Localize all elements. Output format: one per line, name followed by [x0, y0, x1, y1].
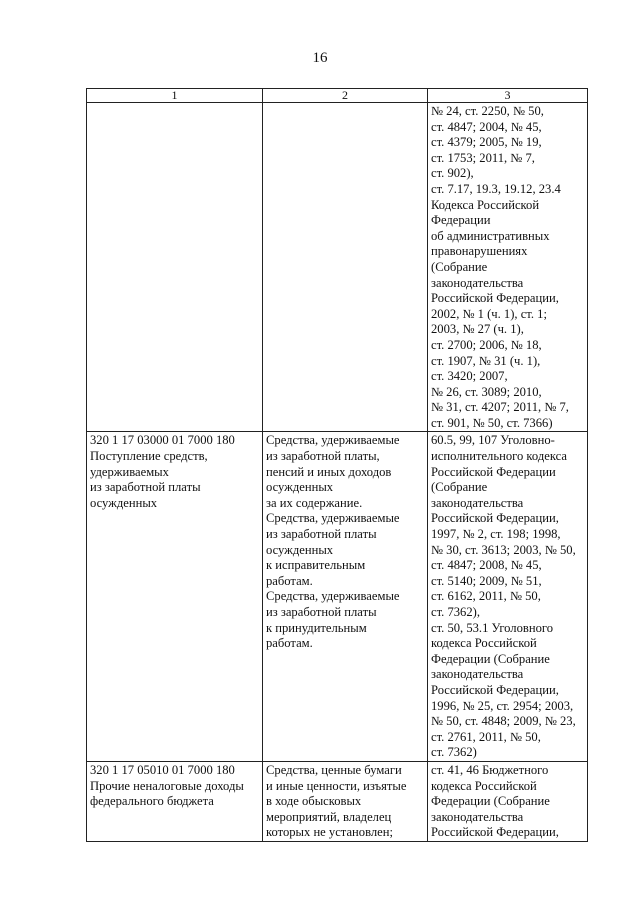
cell-text-line: пенсий и иных доходов	[266, 464, 392, 479]
cell-text-line: Прочие неналоговые доходы	[90, 778, 244, 793]
description-cell	[263, 761, 428, 841]
cell-text-line: ст. 3420; 2007,	[431, 369, 508, 384]
cell-text-line: № 26, ст. 3089; 2010,	[431, 384, 542, 399]
cell-text-line: ст. 902),	[431, 166, 474, 181]
cell-text-line: законодательства	[431, 495, 524, 510]
cell-text-line: осужденных	[266, 480, 334, 495]
code-cell	[87, 432, 263, 761]
cell-text-line: законодательства	[431, 809, 524, 824]
cell-text-line: 2003, № 27 (ч. 1),	[431, 322, 524, 337]
cell-text-line: ст. 41, 46 Бюджетного	[431, 762, 549, 777]
cell-text-line: № 24, ст. 2250, № 50,	[431, 104, 544, 118]
cell-text-line: Российской Федерации,	[431, 291, 559, 306]
cell-text-line: № 30, ст. 3613; 2003, № 50,	[431, 542, 576, 557]
legal-basis-cell	[428, 432, 588, 761]
cell-text-line: федерального бюджета	[90, 794, 214, 809]
cell-text-line: ст. 4847; 2004, № 45,	[431, 119, 542, 134]
cell-text-line: (Собрание	[431, 480, 488, 495]
cell-text-line: Российской Федерации,	[431, 825, 559, 840]
cell-text-line: Средства, ценные бумаги	[266, 762, 402, 777]
cell-text-line: об административных	[431, 228, 550, 243]
cell-text-line: ст. 2700; 2006, № 18,	[431, 337, 542, 352]
cell-text-line: Средства, удерживаемые	[266, 433, 400, 448]
cell-text-line: Средства, удерживаемые	[266, 511, 400, 526]
cell-text-line: Федерации (Собрание	[431, 651, 550, 666]
cell-text-line: Федерации	[431, 213, 491, 228]
description-cell	[263, 432, 428, 761]
column-header-1: 1	[87, 89, 263, 103]
page-number: 16	[312, 50, 328, 66]
cell-text-line: к исправительным	[266, 558, 366, 573]
cell-text-line: (Собрание	[431, 259, 488, 274]
cell-text-line: ст. 7362),	[431, 605, 480, 619]
cell-text-line: Российской Федерации	[431, 464, 556, 479]
cell-text-line: работам.	[266, 573, 313, 588]
description-cell	[263, 103, 428, 432]
cell-text-line: осужденных	[266, 542, 334, 557]
cell-text-line: удерживаемых	[90, 464, 169, 479]
table-row	[87, 432, 588, 761]
budget-code-table	[86, 88, 588, 842]
legal-basis-cell	[428, 761, 588, 841]
cell-text-line: ст. 7362)	[431, 745, 477, 760]
cell-text-line: работам.	[266, 636, 313, 651]
cell-text-line: мероприятий, владелец	[266, 809, 392, 824]
cell-text-line: 60.5, 99, 107 Уголовно-	[431, 433, 555, 448]
cell-text-line: 1996, № 25, ст. 2954; 2003,	[431, 698, 574, 713]
cell-text-line: исполнительного кодекса	[431, 449, 567, 464]
cell-text-line: ст. 50, 53.1 Уголовного	[431, 620, 554, 635]
cell-text-line: кодекса Российской	[431, 778, 537, 793]
cell-text-line: кодекса Российской	[431, 636, 537, 651]
cell-text-line: 320 1 17 03000 01 7000 180	[90, 433, 235, 448]
cell-text-line: № 50, ст. 4848; 2009, № 23,	[431, 714, 576, 729]
cell-text-line: из заработной платы	[90, 480, 201, 495]
cell-text-line: Российской Федерации,	[431, 511, 559, 526]
code-cell	[87, 761, 263, 841]
cell-text-line: Российской Федерации,	[431, 682, 559, 697]
code-cell	[87, 103, 263, 432]
cell-text-line: Поступление средств,	[90, 449, 208, 464]
legal-basis-cell	[428, 103, 588, 432]
cell-text-line: которых не установлен;	[266, 825, 393, 840]
table-header-row	[87, 89, 588, 103]
cell-text-line: из заработной платы,	[266, 449, 380, 464]
cell-text-line: ст. 5140; 2009, № 51,	[431, 573, 542, 588]
cell-text-line: осужденных	[90, 495, 158, 510]
cell-text-line: ст. 4379; 2005, № 19,	[431, 135, 542, 150]
cell-text-line: правонарушениях	[431, 244, 528, 259]
cell-text-line: к принудительным	[266, 620, 367, 635]
cell-text-line: законодательства	[431, 275, 524, 290]
cell-text-line: Федерации (Собрание	[431, 794, 550, 809]
cell-text-line: из заработной платы	[266, 527, 377, 542]
column-header-2: 2	[263, 89, 428, 103]
cell-text-line: за их содержание.	[266, 495, 363, 510]
cell-text-line: из заработной платы	[266, 605, 377, 619]
cell-text-line: ст. 2761, 2011, № 50,	[431, 729, 541, 744]
cell-text-line: ст. 1753; 2011, № 7,	[431, 150, 535, 165]
column-header-3: 3	[428, 89, 588, 103]
cell-text-line: 2002, № 1 (ч. 1), ст. 1;	[431, 306, 547, 321]
table-row	[87, 761, 588, 841]
cell-text-line: 1997, № 2, ст. 198; 1998,	[431, 527, 561, 542]
cell-text-line: в ходе обысковых	[266, 794, 362, 809]
table-row	[87, 103, 588, 432]
cell-text-line: ст. 4847; 2008, № 45,	[431, 558, 542, 573]
cell-text-line: Средства, удерживаемые	[266, 589, 400, 604]
cell-text-line: ст. 6162, 2011, № 50,	[431, 589, 541, 604]
cell-text-line: и иные ценности, изъятые	[266, 778, 407, 793]
cell-text-line: Кодекса Российской	[431, 197, 540, 212]
cell-text-line: ст. 7.17, 19.3, 19.12, 23.4	[431, 181, 561, 196]
cell-text-line: 320 1 17 05010 01 7000 180	[90, 762, 235, 777]
cell-text-line: ст. 901, № 50, ст. 7366)	[431, 415, 553, 430]
cell-text-line: законодательства	[431, 667, 524, 682]
cell-text-line: № 31, ст. 4207; 2011, № 7,	[431, 400, 569, 415]
cell-text-line: ст. 1907, № 31 (ч. 1),	[431, 353, 541, 368]
